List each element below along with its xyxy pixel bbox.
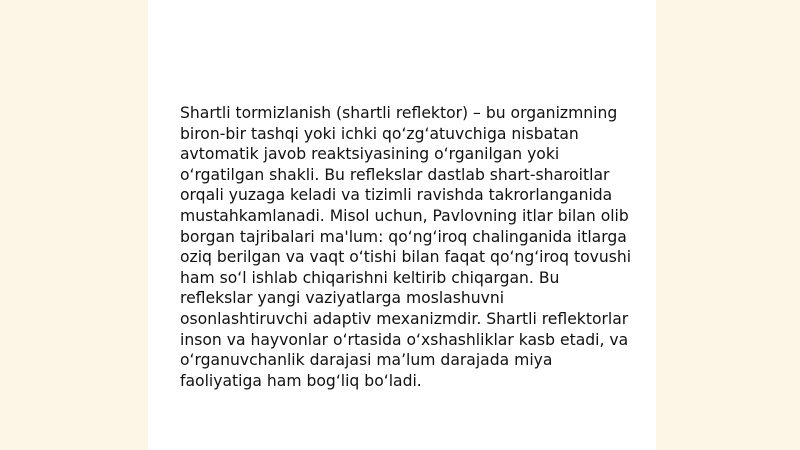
- body-paragraph: Shartli tormizlanish (shartli reflektor) – bu organizmning biron-bir tashqi yoki ichki qo‘zg‘atuvchiga nisbatan avtomatik javob reaktsiyasining o‘rganilgan yoki o‘rgatilgan shakli. Bu reflekslar dastlab shart-sharoitlar orqali yuzaga keladi va tizimli ravishda takrorlanganida mustahkamlanadi. Misol uchun, Pavlovning itlar bilan olib borgan tajribalari ma'lum: qo‘ng‘iroq chalinganida itlarga oziq berilgan va vaqt o‘tishi bilan faqat qo‘ng‘iroq tovushi ham so‘l ishlab chiqarishni keltirib chiqargan. Bu reflekslar yangi vaziyatlarga moslashuvni osonlashtiruvchi adaptiv mexanizmdir. Shartli reflektorlar inson va hayvonlar o‘rtasida o‘xshashliklar kasb etadi, va o‘rganuvchanlik darajasi ma’lum darajada miya faoliyatiga ham bog‘liq bo‘ladi.: [180, 104, 632, 390]
- document-page: [148, 0, 656, 450]
